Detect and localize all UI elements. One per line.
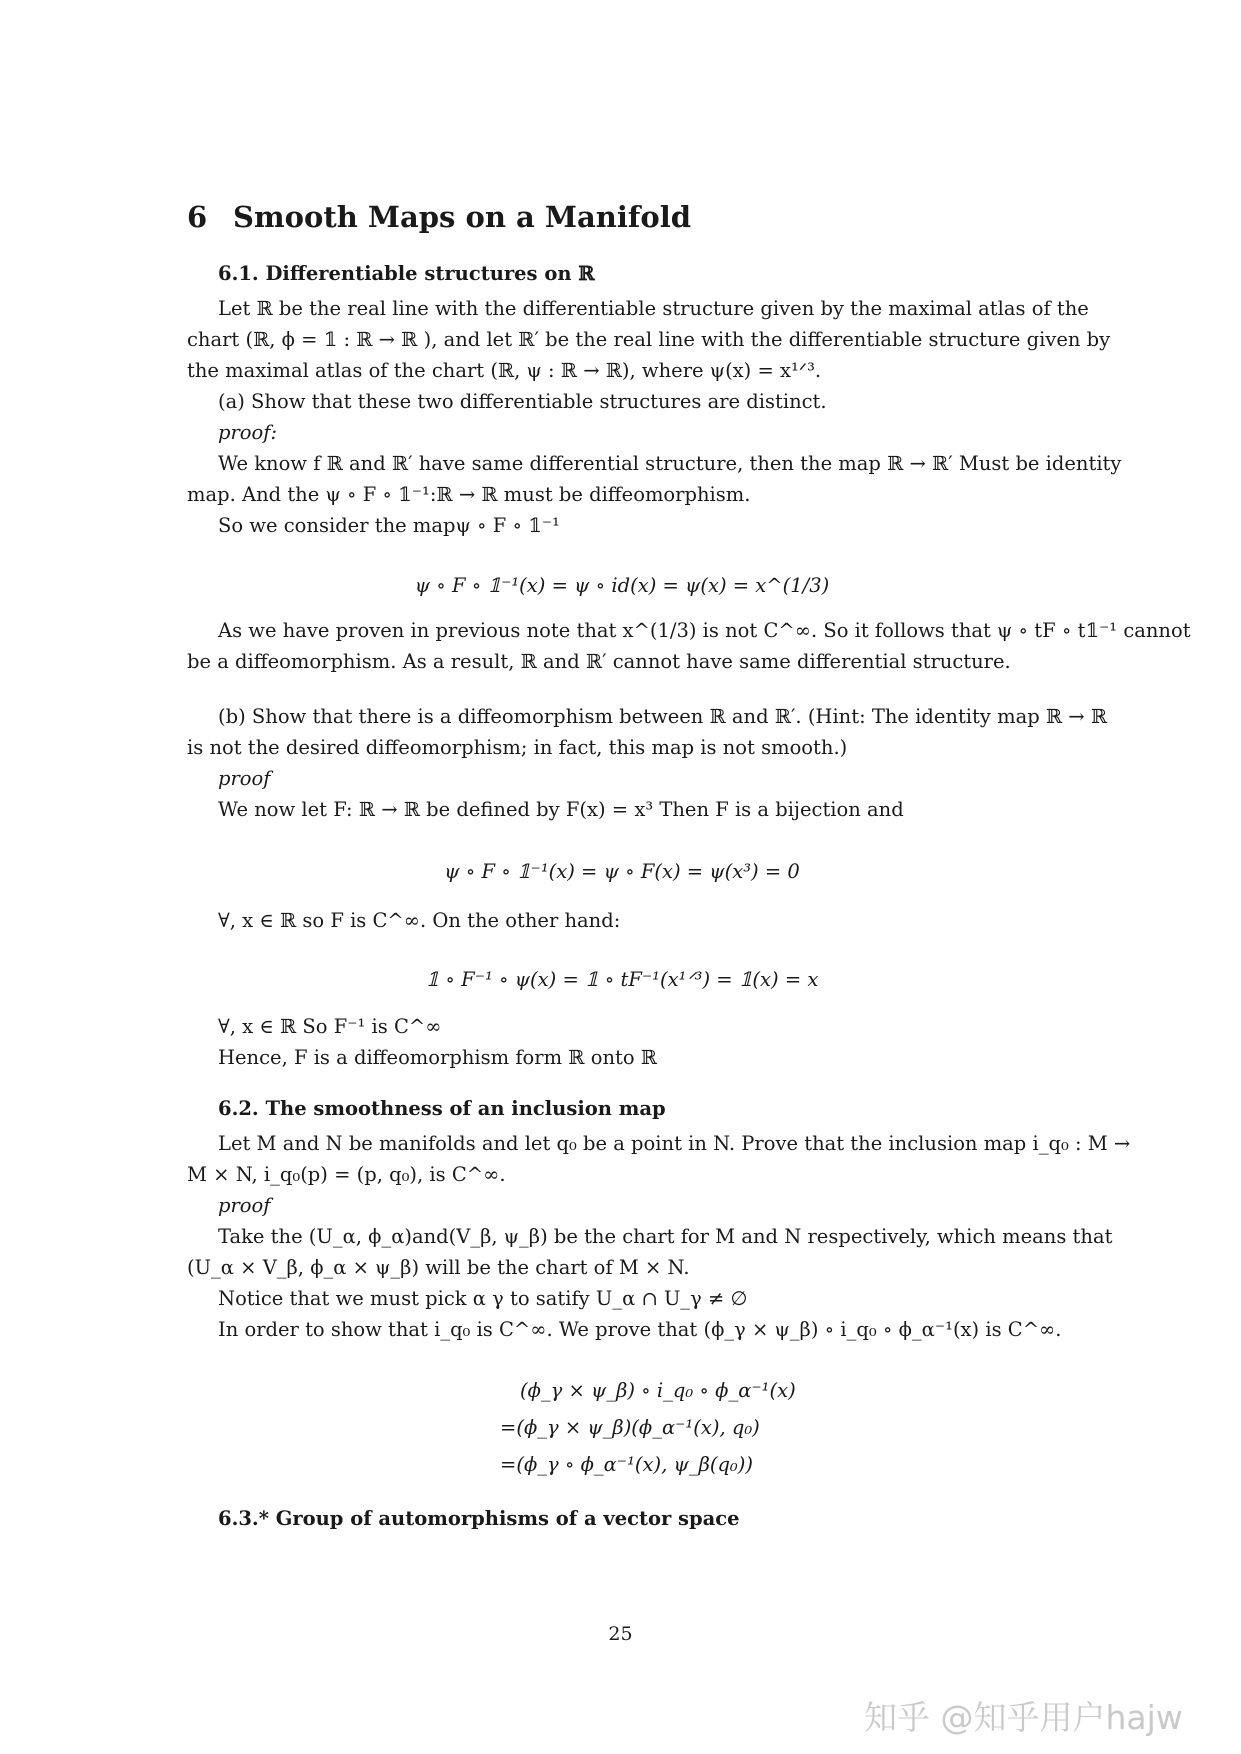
proof-a-line: map. And the ψ ∘ F ∘ 𝟙⁻¹:ℝ → ℝ must be diffeomorphism. <box>187 483 751 506</box>
s62-proof-line: Take the (U_α, ϕ_α)and(V_β, ψ_β) be the chart for M and N respectively, which means that <box>218 1225 1113 1248</box>
s61-para-line: chart (ℝ, ϕ = 𝟙 : ℝ → ℝ ), and let ℝ′ be the real line with the differentiable structure given by <box>187 328 1111 351</box>
proof-a-line: We know f ℝ and ℝ′ have same differential structure, then the map ℝ → ℝ′ Must be identity <box>218 452 1122 475</box>
proof-label: proof <box>218 767 271 790</box>
section-heading <box>187 200 691 234</box>
equation-line: =(ϕ_γ ∘ ϕ_α⁻¹(x), ψ_β(q₀)) <box>500 1453 753 1476</box>
s62-proof-line: In order to show that i_q₀ is C^∞. We prove that (ϕ_γ × ψ_β) ∘ i_q₀ ∘ ϕ_α⁻¹(x) is C^∞. <box>218 1318 1062 1341</box>
page-number: 25 <box>608 1623 633 1645</box>
question-b-line: is not the desired diffeomorphism; in fact, this map is not smooth.) <box>187 736 848 759</box>
proof-b-line: ∀, x ∈ ℝ so F is C^∞. On the other hand: <box>218 909 621 932</box>
proof-b-line: We now let F: ℝ → ℝ be defined by F(x) = x³ Then F is a bijection and <box>218 798 904 821</box>
section-number: 6 <box>187 200 208 234</box>
proof-label: proof: <box>218 421 278 444</box>
proof-b-line: ∀, x ∈ ℝ So F⁻¹ is C^∞ <box>218 1015 442 1038</box>
watermark: 知乎 @知乎用户hajw <box>864 1698 1183 1737</box>
proof-b-line: Hence, F is a diffeomorphism form ℝ onto ℝ <box>218 1046 657 1069</box>
proof-a-line: So we consider the mapψ ∘ F ∘ 𝟙⁻¹ <box>218 514 560 537</box>
equation-3: 𝟙 ∘ F⁻¹ ∘ ψ(x) = 𝟙 ∘ tF⁻¹(x¹ᐟ³) = 𝟙(x) = x <box>425 968 819 991</box>
section-title: Smooth Maps on a Manifold <box>233 200 691 234</box>
subsection-6-3-heading: 6.3.* Group of automorphisms of a vector space <box>218 1507 740 1530</box>
question-b-line: (b) Show that there is a diffeomorphism between ℝ and ℝ′. (Hint: The identity map ℝ → ℝ <box>218 705 1108 728</box>
question-a: (a) Show that these two differentiable structures are distinct. <box>218 390 827 413</box>
subsection-6-1-heading: 6.1. Differentiable structures on ℝ <box>218 262 595 285</box>
equation-line: (ϕ_γ × ψ_β) ∘ i_q₀ ∘ ϕ_α⁻¹(x) <box>520 1379 796 1402</box>
subsection-6-2-heading: 6.2. The smoothness of an inclusion map <box>218 1097 666 1120</box>
equation-1: ψ ∘ F ∘ 𝟙⁻¹(x) = ψ ∘ id(x) = ψ(x) = x^(1/3) <box>414 574 830 597</box>
proof-a2-line: As we have proven in previous note that x^(1/3) is not C^∞. So it follows that ψ ∘ tF ∘ t𝟙⁻¹ cannot <box>218 619 1191 642</box>
proof-label: proof <box>218 1194 271 1217</box>
proof-a2-line: be a diffeomorphism. As a result, ℝ and ℝ′ cannot have same differential structure. <box>187 650 1011 673</box>
s62-para-line: Let M and N be manifolds and let q₀ be a point in N. Prove that the inclusion map i_q₀ : M → <box>218 1132 1131 1155</box>
s62-proof-line: (U_α × V_β, ϕ_α × ψ_β) will be the chart of M × N. <box>187 1256 690 1279</box>
s61-para-line: Let ℝ be the real line with the differentiable structure given by the maximal atlas of the <box>218 297 1089 320</box>
s62-proof-line: Notice that we must pick α γ to satify U_α ∩ U_γ ≠ ∅ <box>218 1287 748 1310</box>
equation-line: =(ϕ_γ × ψ_β)(ϕ_α⁻¹(x), q₀) <box>500 1416 760 1439</box>
s61-para-line: the maximal atlas of the chart (ℝ, ψ : ℝ → ℝ), where ψ(x) = x¹ᐟ³. <box>187 359 822 382</box>
equation-2: ψ ∘ F ∘ 𝟙⁻¹(x) = ψ ∘ F(x) = ψ(x³) = 0 <box>444 860 800 883</box>
s62-para-line: M × N, i_q₀(p) = (p, q₀), is C^∞. <box>187 1163 506 1186</box>
